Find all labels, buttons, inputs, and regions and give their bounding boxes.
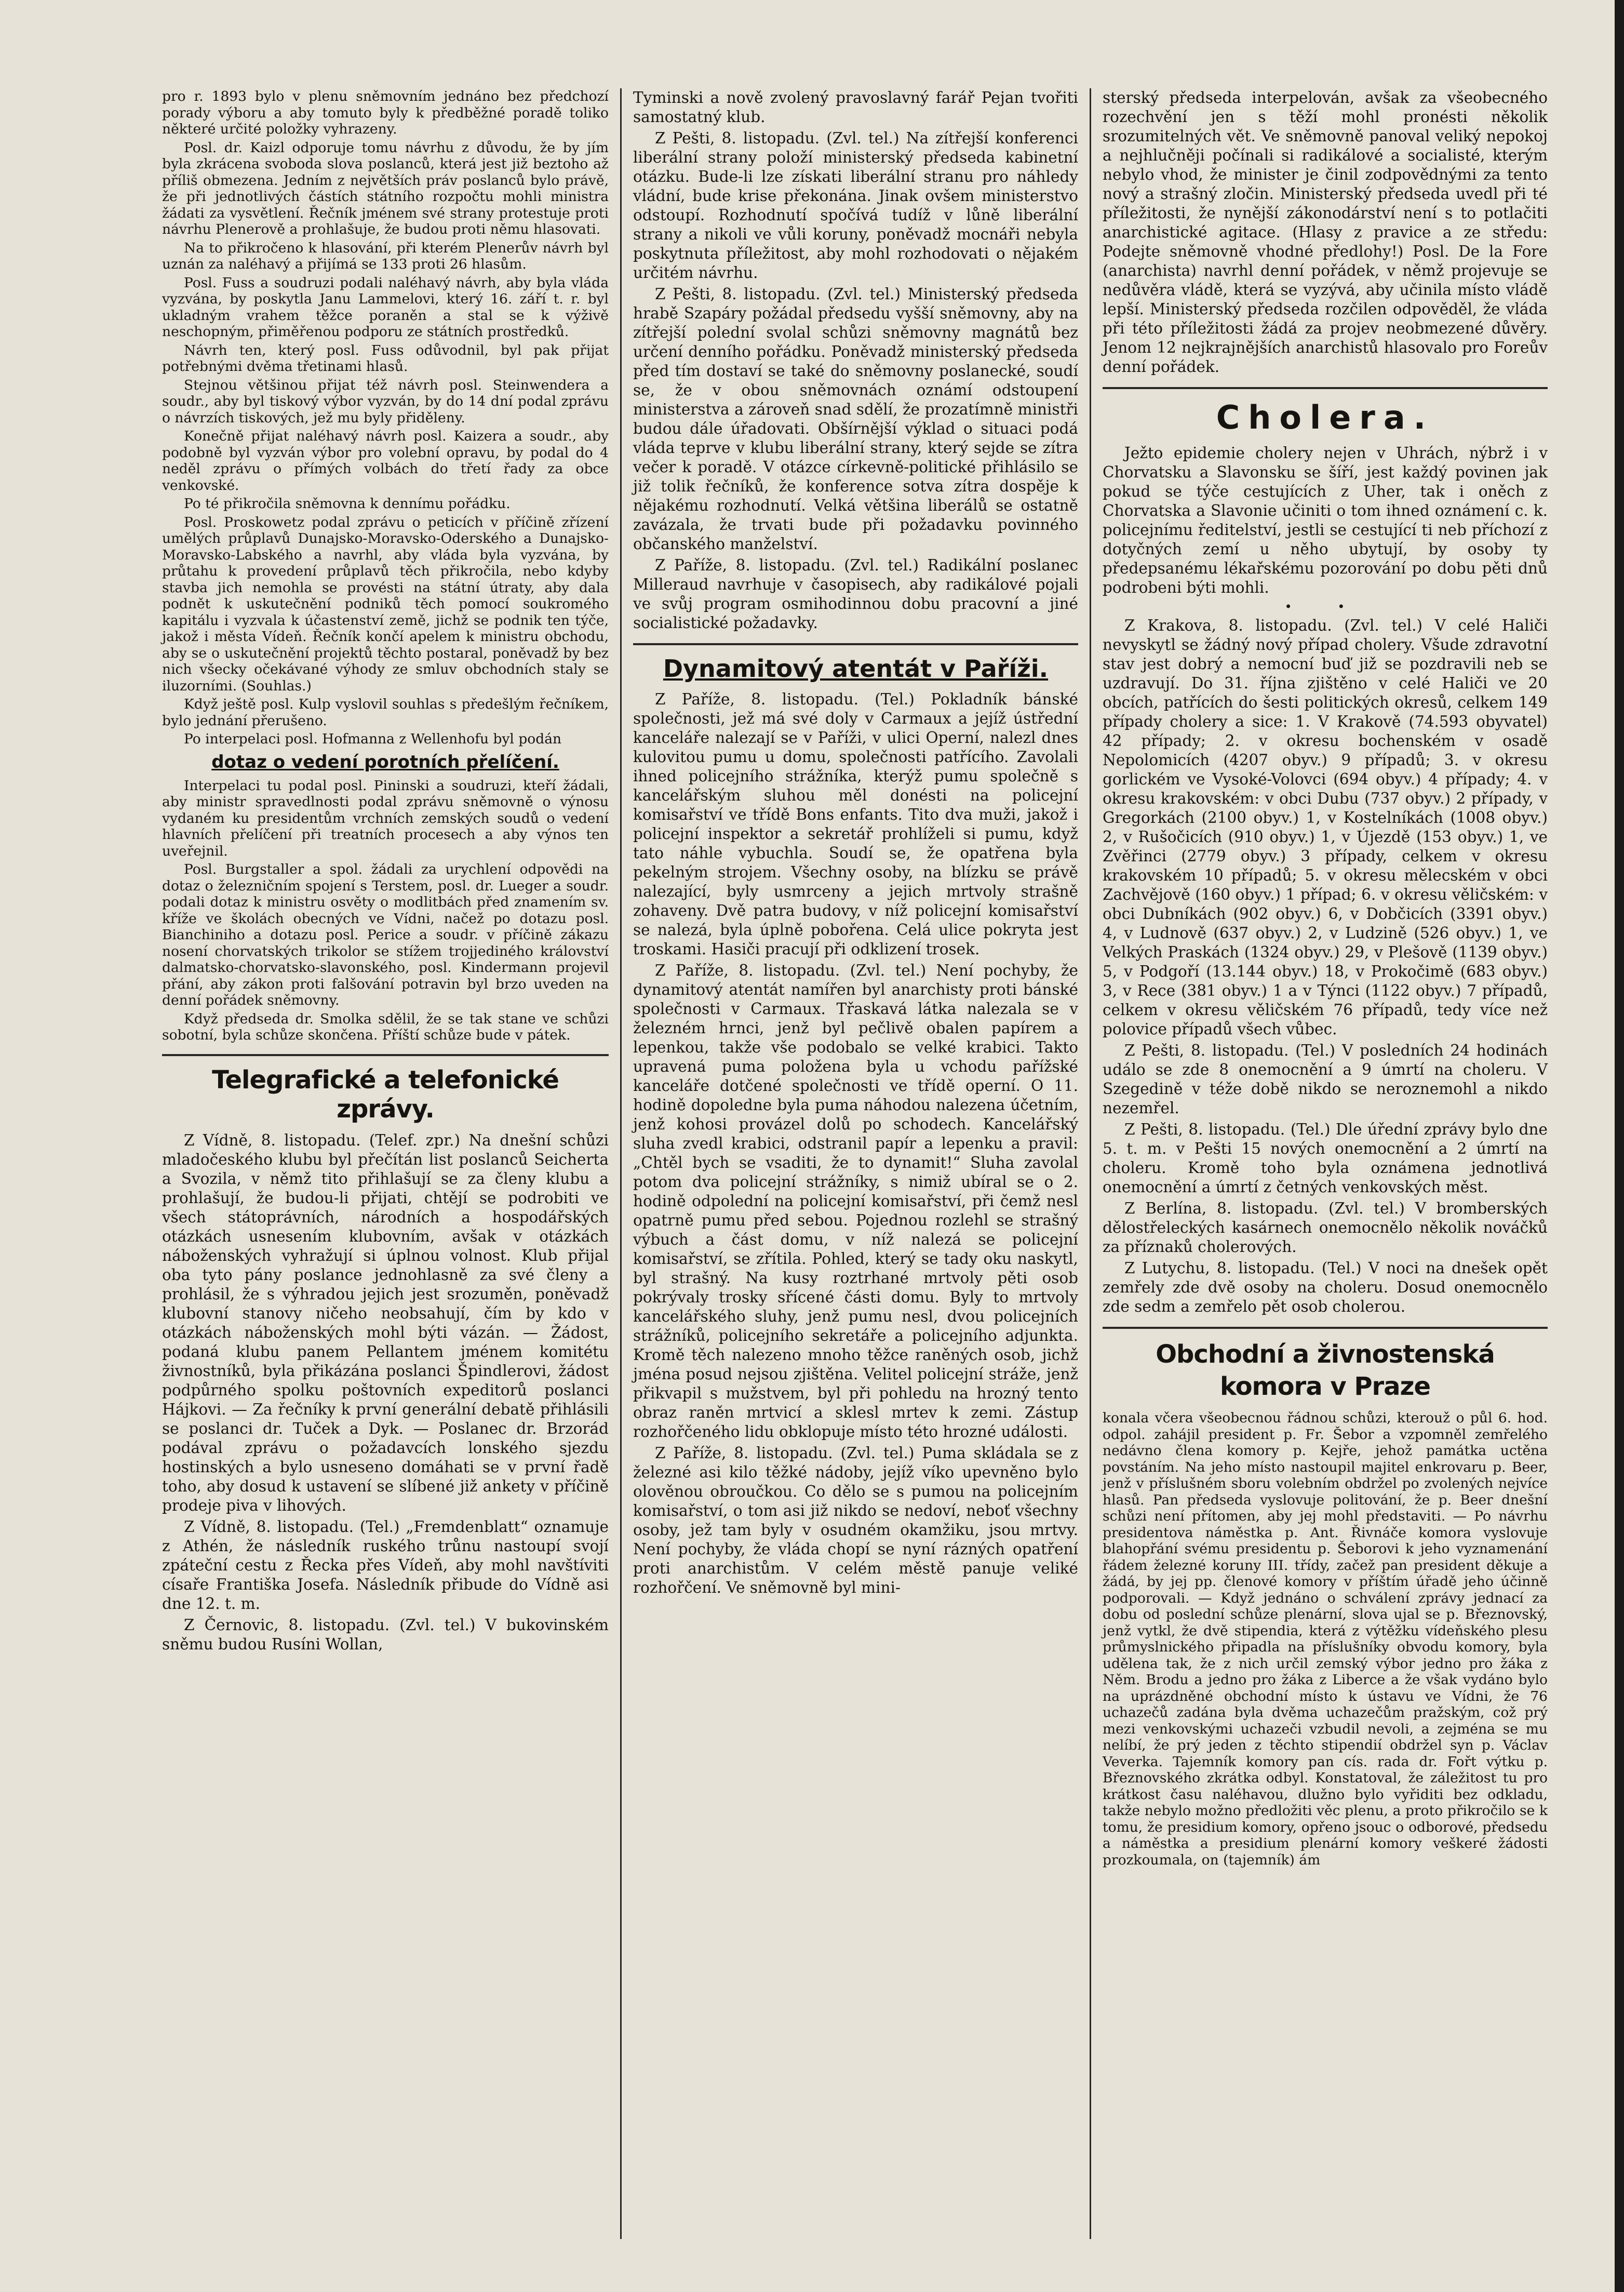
article-paragraph: Když předseda dr. Smolka sdělil, že se tak stane ve schůzi sobotní, byla schůze skončena. Příští schůze bude v pátek. <box>162 1010 609 1043</box>
section-subheading: dotaz o vedení porotních přelíčení. <box>211 751 559 772</box>
article-paragraph: Z Pešti, 8. listopadu. (Tel.) Dle úřední zprávy bylo dne 5. t. m. v Pešti 15 nových onemocnění a 2 úmrtí na choleru. Kromě toho byla oznámena jednotlivá onemocnění a úmrtí z četných venkovských měst. <box>1103 1121 1548 1196</box>
article-paragraph: Návrh ten, který posl. Fuss odůvodnil, byl pak přijat potřebnými dvěma třetinami hlasů. <box>162 342 609 375</box>
section-divider: • • <box>1284 599 1366 614</box>
section-heading-cholera: Cholera. <box>1103 387 1548 436</box>
article-paragraph: Z Pešti, 8. listopadu. (Zvl. tel.) Na zítřejší konferenci liberální strany položí ministerský předseda kabinetní otázku. Bude-li lze získati liberální stranu pro náhledy vládní, bude krise překonána. Jinak ovšem ministerstvo odstoupí. Rozhodnutí spočívá tudíž v lůně liberální strany a nikoli ve vůli koruny, poněvadž mocnáři nebyla poskytnuta příležitost, aby mohl rozhodovati o nějakém určitém návrhu. <box>633 129 1078 282</box>
column-1 <box>151 88 620 2239</box>
article-paragraph: Tyminski a nově zvolený pravoslavný farář Pejan tvořiti samostatný klub. <box>633 89 1078 126</box>
column-3 <box>1090 88 1559 2239</box>
article-paragraph: Po interpelaci posl. Hofmanna z Wellenhofu byl podán <box>184 731 562 747</box>
article-paragraph: Z Vídně, 8. listopadu. (Telef. zpr.) Na dnešní schůzi mladočeského klubu byl přečítán list poslanců Seicherta a Svozila, v němž tito přihlašují se za členy klubu a prohlašují, že budou-li přijati, chtějí se podrobiti ve všech státoprávních, národních a hospodářských otázkách usnesením klubovním, avšak v otázkách náboženských vyhražují si úplnou volnost. Klub přijal oba tyto pány poslance jednohlasně za své členy a prohlásil, že s výhradou jejich jest srozuměn, poněvadž klubovní stanovy ničeho neobsahují, čím by kdo v otázkách náboženských mohl býti vázán. — Žádost, podaná klubu panem Pellantem jménem komitétu živnostníků, byla přikázána poslanci Špindlerovi, žádost podpůrného spolku poštovních expeditorů poslanci Hájkovi. — Za řečníky k první generální debatě přihlásili se poslanci dr. Tuček a Dyk. — Poslanec dr. Brzorád podával zprávu o požadavcích lonského sjezdu hostinských a bylo usneseno domáhati se v první řadě toho, aby dosud k ustavení se slíbené již ankety v příčině prodeje piva v lihových. <box>162 1131 609 1514</box>
article-paragraph: Posl. Proskowetz podal zprávu o peticích v příčině zřízení umělých průplavů Dunajsko-Moravsko-Oderského a Dunajsko-Moravsko-Labského a navrhl, aby vláda byla vyzvána, by průtahu k provedení průplavů těch přikročila, nebo kdyby stavba jich nemohla se provésti na státní útraty, aby dala podnět k uskutečnění podniků těch pomocí soukromého kapitálu i vyzvala k účastenství země, jichž se podnik ten týče, jakož i města Vídeň. Řečník končí apelem k ministru obchodu, aby se o uskutečnění projektů těchto postaral, poněvadž by bez nich všecky očekávané výhody ze smluv obchodních staly se iluzorními. (Souhlas.) <box>162 514 609 694</box>
article-paragraph: Interpelaci tu podal posl. Pininski a soudruzi, kteří žádali, aby ministr spravedlnosti podal zprávu sněmovně o výnosu vydaném ku presidentům vrchních zemských soudů o vedení hlavních přelíčení při treatních procesech a aby výnos ten uveřejnil. <box>162 777 609 859</box>
article-paragraph: Konečně přijat naléhavý návrh posl. Kaizera a soudr., aby podobně byl vyzván výbor pro volební opravu, by podal do 4 neděl zprávu o přímých volbách do třetí řady za obce venkovské. <box>162 428 609 494</box>
article-paragraph: Posl. Fuss a soudruzi podali naléhavý návrh, aby byla vláda vyzvána, by poskytla Janu Lammelovi, který 16. září t. r. byl ukladným vrahem těžce poraněn a stal se k výživě neschopným, přiměřenou podporu ze státních prostředků. <box>162 274 609 340</box>
scan-edge <box>1615 0 1624 2292</box>
article-paragraph: sterský předseda interpelován, avšak za všeobecného rozechvění jen s těží mohl pronésti několik srozumitelných vět. Ve sněmovně panoval veliký nepokoj a nejhlučněji počínali si radikálové a socialisté, kterým nebylo vhod, že minister je činil zodpovědnými za tento nový a strašný zločin. Ministerský předseda uvedl při té příležitosti, že nynější zákonodárství není s to potlačiti anarchistické agitace. (Hlasy z pravice a ze středu: Podejte sněmovně vhodné předlohy!) Posl. De la Fore (anarchista) navrhl denní pořádek, v němž projevuje se nedůvěra vládě, která se vyzývá, aby učinila místo vládě lepší. Ministerský předseda rozčilen odpověděl, že vláda při této příležitosti žádá za projev neobmezené důvěry. Jenom 12 nejkrajnějších anarchistů hlasovalo pro Foreův denní pořádek. <box>1103 89 1548 376</box>
article-paragraph: Stejnou většinou přijat též návrh posl. Steinwendera a soudr., aby byl tiskový výbor vyzván, by do 14 dní podal zprávu o návrzích tiskových, jež mu byly přiděleny. <box>162 377 609 426</box>
article-paragraph: pro r. 1893 bylo v plenu sněmovním jednáno bez předchozí porady výboru a aby tomuto byly k předběžné poradě toliko některé určité položky vyhrazeny. <box>162 88 609 137</box>
article-paragraph: Posl. dr. Kaizl odporuje tomu návrhu z důvodu, že by jím byla zkrácena svoboda slova poslanců, která jest již beztoho až příliš obmezena. Jedním z největších práv poslanců bylo právě, že při jednotlivých částích státního rozpočtu mohli ministra žádati za vysvětlení. Řečník jménem své strany protestuje proti návrhu Plenerově a prohlašuje, že budou proti němu hlasovati. <box>162 139 609 237</box>
columns <box>151 88 1562 2239</box>
article-paragraph: Z Černovic, 8. listopadu. (Zvl. tel.) V bukovinském sněmu budou Rusíni Wollan, <box>162 1616 609 1653</box>
article-paragraph: Když ještě posl. Kulp vyslovil souhlas s předešlým řečníkem, bylo jednání přerušeno. <box>162 696 609 729</box>
article-paragraph: Z Paříže, 8. listopadu. (Tel.) Pokladník bánské společnosti, jež má své doly v Carmaux a jejíž ústřední kanceláře nalezají se v Paříži, v ulici Operní, nalezl dnes kulovitou pumu u domu, společnosti patřícího. Zavolali ihned policejního strážníka, kterýž pumu společně s kancelářským sluhou měl donésti na policejní komisařství ve třídě Bons enfants. Tito dva muži, jakož i policejní inspektor a sekretář prohlíželi si pumu, když tato náhle vybuchla. Soudí se, že opatřena byla pekelným strojem. Všechny osoby, na blízku se právě nalezající, byly usmrceny a jejich mrtvoly strašně zohaveny. Dvě patra budovy, v níž policejní komisařství se nalezá, byla úplně pobořena. Celá ulice pokryta jest troskami. Hasiči pracují při odklizení trosek. <box>633 690 1078 958</box>
article-paragraph: Z Berlína, 8. listopadu. (Zvl. tel.) V bromberských dělostřeleckých kasárnech onemocnělo několik nováčků za příznaků cholerových. <box>1103 1200 1548 1256</box>
article-paragraph: Z Lutychu, 8. listopadu. (Tel.) V noci na dnešek opět zemřely zde dvě osoby na choleru. Dosud onemocnělo zde sedm a zemřelo pět osob cholerou. <box>1103 1259 1548 1315</box>
article-paragraph: Z Paříže, 8. listopadu. (Zvl. tel.) Není pochyby, že dynamitový atentát namířen byl anarchisty proti bánské společnosti v Carmaux. Třaskavá látka nalezala se v železném hrnci, jenž byl pečlivě obalen papírem a lepenkou, takže vše podobalo se velké krabici. Takto upravená puma položena byla u vchodu pařížské kanceláře dotčené společnosti ve třídě operní. O 11. hodině dopoledne byla puma náhodou nalezena účetním, jenž kohosi provázel dolů po schodech. Kancelářský sluha zvedl krabici, odstranil papír a lepenku a pravil: „Chtěl bych se vsaditi, že to dynamit!“ Sluha zavolal potom dva policejní strážníky, s nimiž ubíral se o 2. hodině odpolední na policejní komisařství, při čemž nesl opatrně pumu před sebou. Pojednou rozlehl se strašný výbuch a část domu, v níž nalezá se policejní komisařství, se zřítila. Pohled, který se tady oku naskytl, byl strašný. Na kusy roztrhané mrtvoly pěti osob pokrývaly trosky sřícené části domu. Byly to mrtvoly kancelářského sluhy, jenž pumu nesl, dvou policejních strážníků, policejního sekretáře a policejního adjunkta. Kromě těch nalezeno mnoho těžce raněných osob, jichž jména posud nejsou zjištěna. Velitel policejní stráže, jenž přikvapil s mužstvem, byl při pohledu na hrozný tento obraz raněn mrtvicí a sklesl mrtev k zemi. Zástup rozhořčeného lidu obklopuje místo této hrozné události. <box>633 962 1078 1441</box>
article-paragraph: Z Pešti, 8. listopadu. (Tel.) V posledních 24 hodinách událo se zde 8 onemocnění a 9 úmrtí na choleru. V Szegedině v téže době nikdo se neroznemohl a nikdo nezemřel. <box>1103 1042 1548 1117</box>
article-paragraph: Z Vídně, 8. listopadu. (Tel.) „Fremdenblatt“ oznamuje z Athén, že následník ruského trůnu nastoupí svojí zpáteční cestu z Řecka přes Vídeň, aby mohl navštíviti císaře Františka Josefa. Následník přibude do Vídně asi dne 12. t. m. <box>162 1517 609 1613</box>
section-heading-chamber: Obchodní a živnostenská komora v Praze <box>1103 1327 1548 1403</box>
article-paragraph: Z Paříže, 8. listopadu. (Zvl. tel.) Radikální poslanec Milleraud navrhuje v časopisech, aby radikálové pojali ve svůj program osmihodinnou dobu pracovní a jiné socialistické požadavky. <box>633 556 1078 632</box>
article-paragraph: Z Pešti, 8. listopadu. (Zvl. tel.) Ministerský předseda hrabě Szapáry požádal předsedu vyšší sněmovny, aby na zítřejší polední svolal schůzi sněmovny magnátů bez určení denního pořádku. Poněvadž ministerský předseda před tím dostaví se také do sněmovny poslanecké, soudí se, že v obou sněmovnách oznámí odstoupení ministerstva a zároveň snad sdělí, že prozatímně ministři budou dále úřadovati. Obšírnější výklad o situaci podá vláda teprve v klubu liberální strany, který sejde se zítra večer k poradě. V otázce církevně-politické přihlásilo se již tolik řečníků, že konference sotva zítra dospěje k nějakému rozhodnutí. Velká většina liberálů se ostatně zavázala, že trvati bude při požadavku povinného občanského manželství. <box>633 285 1078 553</box>
section-heading-dynamite: Dynamitový atentát v Paříži. <box>633 643 1078 683</box>
article-paragraph: Z Krakova, 8. listopadu. (Zvl. tel.) V celé Haliči nevyskytl se žádný nový případ cholery. Všude zdravotní stav jest dobrý a nemocní buď již se pozdravili neb se uzdravují. Do 31. října zjištěno v celé Haliči ve 20 obcích, patřících do šesti politických okresů, celkem 149 případy cholery a sice: 1. V Krakově (74.593 obyvatel) 42 případy; 2. v okresu bochenském v osadě Nepolomicích (4207 obyv.) 9 případů; 3. v okresu gorlickém ve Vysoké-Volovci (694 obyv.) 4 případy; 4. v okresu krakovském: v obci Dubu (737 obyv.) 2 případy, v Gregorkách (2100 obyv.) 1, v Kostelníkách (1008 obyv.) 2, v Rušočicích (910 obyv.) 1, v Újezdě (153 obyv.) 1, ve Zvěřinci (2779 obyv.) 3 případy, celkem v okresu krakovském 10 případů; 5. v okresu mělecském v obci Zachvějově (160 obyv.) 1 případ; 6. v okresu věličském: v obci Dubníkách (902 obyv.) 6, v Dobčicích (3391 obyv.) 4, v Ludnově (637 obyv.) 2, v Ludzině (526 obyv.) 1, ve Velkých Praskách (1324 obyv.) 29, v Plešově (1139 obyv.) 5, v Podgoří (13.144 obyv.) 18, v Prokočimě (683 obyv.) 3, v Rece (381 obyv.) 1 a v Týnci (1122 obyv.) 7 případů, celkem v okresu věličském 76 případů, tedy více než polovice případů všech vůbec. <box>1103 617 1548 1038</box>
section-heading-telegraph: Telegrafické a telefonické zprávy. <box>162 1054 609 1124</box>
article-paragraph: konala včera všeobecnou řádnou schůzi, kterouž o půl 6. hod. odpol. zahájil president p. Fr. Šebor a vzpomněl zemřelého nedávno člena komory p. Kejře, jehož památka uctěna povstáním. Na jeho místo nastoupil majitel enkrovaru p. Beer, jenž v příslušném sboru volebním obdržel po zvolených nejvíce hlasů. Pan předseda vyslovuje politování, že p. Beer dnešní schůzi není přítomen, aby jej mohl představiti. — Po návrhu presidentova náměstka p. Ant. Řivnáče komora vyslovuje blahopřání svému presidentu p. Šeborovi k jeho vyznamenání řádem železné koruny III. třídy, začež pan president děkuje a žádá, by jej pp. členové komory v příštím úřadě jeho účinně podporovali. — Když jednáno o schválení zprávy jednací za dobu od poslední schůze plenární, slova ujal se p. Březnovský, jenž vytkl, že dvě stipendia, která z výtěžku vídeňského plesu průmyslnického připadla na příslušníky obvodu komory, byla udělena tak, že z nich určil zemský výbor jedno pro žáka z Něm. Brodu a jedno pro žáka z Liberce a že však vydáno bylo na uprázdněné obchodní místo k ústavu ve Vídni, že 76 uchazečů zadána byla dvěma uchazečům pražským, což prý mezi venkovskými uchazeči vzbudil nevoli, a zejména se mu nelíbí, že prý jeden z těchto stipendií obdržel syn p. Václav Veverka. Tajemník komory pan cís. rada dr. Fořt výtku p. Březnovského zkrátka odbyl. Konstatoval, že záležitost tu pro krátkost času naléhavou, dlužno bylo vyřiditi bez odkladu, takže nebylo možno předložiti věc plenu, a proto přikročilo se k tomu, že presidium komory, opřeno jsouc o odborové, předsedu a náměstka a presidium plenární komory veškeré žádosti prozkoumala, on (tajemník) ám <box>1103 1410 1548 1868</box>
article-paragraph: Po té přikročila sněmovna k dennímu pořádku. <box>184 496 511 512</box>
column-2 <box>620 88 1090 2239</box>
article-paragraph: Na to přikročeno k hlasování, při kterém Plenerův návrh byl uznán za naléhavý a přijímá se 133 proti 26 hlasům. <box>162 239 609 272</box>
article-paragraph: Ježto epidemie cholery nejen v Uhrách, nýbrž i v Chorvatsku a Slavonsku se šíří, jest každý povinen jak pokud se týče cestujících z Uher, tak i oněch z Chorvatska a Slavonie učiniti o tom ihned oznámení c. k. policejnímu ředitelství, jestli se cestující ti neb příchozí z dotyčných zemí u něho ubytují, by osoby ty předepsanému lékařskému pozorování po dobu pěti dnů podrobeni býti mohli. <box>1103 444 1548 596</box>
article-paragraph: Posl. Burgstaller a spol. žádali za urychlení odpovědi na dotaz o železničním spojení s Terstem, posl. dr. Lueger a soudr. podali dotaz k ministru osvěty o modlitbách před znamením sv. kříže ve školách obecných ve Vídni, načež po dotazu posl. Bianchiniho a dotazu posl. Perice a soudr. v příčině zákazu nosení chorvatských trikolor se stížem trojjediného království dalmatsko-chorvatsko-slavonského, posl. Kindermann projevil přání, aby zákon proti falšování potravin byl brzo uveden na denní pořádek sněmovny. <box>162 861 609 1008</box>
article-paragraph: Z Paříže, 8. listopadu. (Zvl. tel.) Puma skládala se z železné asi kilo těžké nádoby, jejíž víko upevněno bylo olověnou obroučkou. Co dělo se s pumou na policejním komisařství, o tom asi již nikdo se nedoví, neboť všechny osoby, jež tam byly v osudném okamžiku, jsou mrtvy. Není pochyby, že vláda chopí se nyní rázných opatření proti anarchistům. V celém městě panuje veliké rozhořčení. Ve sněmovně byl mini- <box>633 1444 1078 1596</box>
